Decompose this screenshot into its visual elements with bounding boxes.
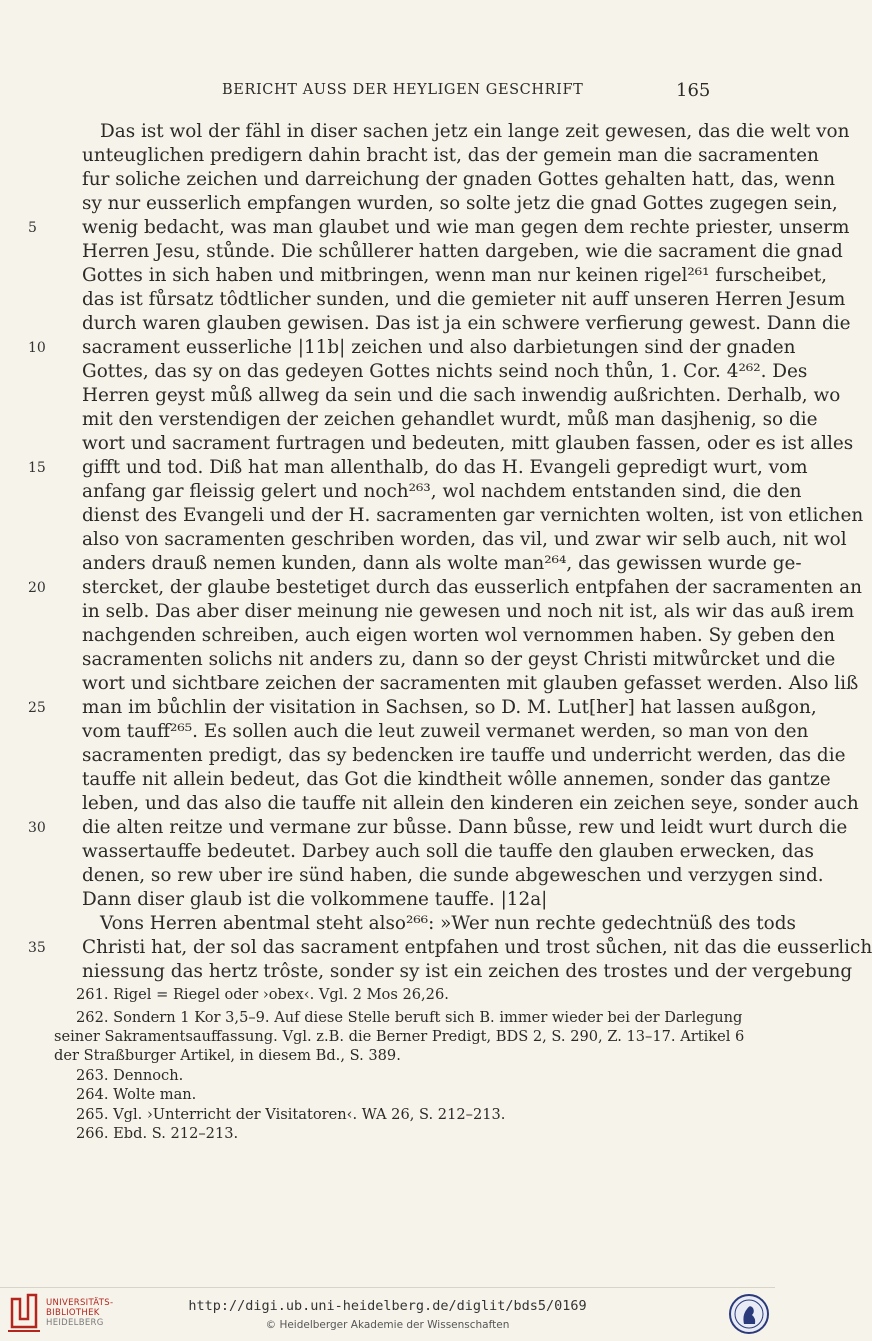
text-line: die alten reitze und vermane zur bůsse. Dann bůsse, rew und leidt wurt durch die (82, 817, 848, 838)
text-line: unteuglichen predigern dahin bracht ist, das der gemein man die sacramenten (82, 145, 819, 166)
library-name-line: UNIVERSITÄTS- (46, 1298, 114, 1308)
page-header (0, 82, 775, 106)
text-line: man im bůchlin der visitation in Sachsen, so D. M. Lut[her] hat lassen außgon, (82, 697, 817, 718)
text-line: tauffe nit allein bedeut, das Got die kindtheit wôlle annemen, sonder das gantze (82, 769, 831, 790)
text-line: Herren geyst můß allweg da sein und die sach inwendig außrichten. Derhalb, wo (82, 385, 841, 406)
line-number: 25 (28, 700, 46, 716)
footnote: 264. Wolte man. (76, 1086, 197, 1103)
page-footer (0, 1287, 775, 1341)
line-number: 20 (28, 580, 46, 596)
line-number: 5 (28, 220, 37, 236)
copyright-notice: © Heidelberger Akademie der Wissenschaften (265, 1319, 510, 1331)
text-line: wort und sichtbare zeichen der sacramenten mit glauben gefasset werden. Also liß (82, 673, 859, 694)
library-name-line: HEIDELBERG (46, 1318, 104, 1328)
text-line: sacramenten predigt, das sy bedencken ire tauffe und underricht werden, das die (82, 745, 846, 766)
text-line: also von sacramenten geschriben worden, das vil, und zwar wir selb auch, nit wol (82, 529, 847, 550)
footnote: seiner Sakramentsauffassung. Vgl. z.B. die Berner Predigt, BDS 2, S. 290, Z. 13–17. Artikel 6 (54, 1028, 745, 1045)
text-line: Gottes, das sy on das gedeyen Gottes nichts seind noch thůn, 1. Cor. 4²⁶². Des (82, 361, 808, 382)
text-line: sy nur eusserlich empfangen wurden, so solte jetz die gnad Gottes zugegen sein, (82, 193, 838, 214)
text-line: wenig bedacht, was man glaubet und wie man gegen dem rechte priester, unserm (82, 217, 850, 238)
text-line: wassertauffe bedeutet. Darbey auch soll die tauffe den glauben erwecken, das (82, 841, 814, 862)
footnote: 262. Sondern 1 Kor 3,5–9. Auf diese Stelle beruft sich B. immer wieder bei der Darlegung (76, 1009, 743, 1026)
footnote: 261. Rigel = Riegel oder ›obex‹. Vgl. 2 Mos 26,26. (76, 986, 449, 1003)
text-line: sacrament eusserliche |11b| zeichen und also darbietungen sind der gnaden (82, 337, 796, 358)
footnote: 263. Dennoch. (76, 1067, 184, 1084)
footnote: der Straßburger Artikel, in diesem Bd., S. 389. (54, 1047, 401, 1064)
text-line: mit den verstendigen der zeichen gehandlet wurdt, můß man dasjhenig, so die (82, 409, 818, 430)
text-line: in selb. Das aber diser meinung nie gewesen und noch nit ist, als wir das auß irem (82, 601, 855, 622)
academy-seal-icon (728, 1291, 770, 1337)
line-number: 15 (28, 460, 46, 476)
text-line: nachgenden schreiben, auch eigen worten wol vernommen haben. Sy geben den (82, 625, 835, 646)
text-line: gifft und tod. Diß hat man allenthalb, do das H. Evangeli gepredigt wurt, vom (82, 457, 808, 478)
text-line: sacramenten solichs nit anders zu, dann so der geyst Christi mitwůrcket und die (82, 649, 836, 670)
page-number: 165 (676, 80, 711, 101)
footnote: 266. Ebd. S. 212–213. (76, 1125, 239, 1142)
text-line: anders drauß nemen kunden, dann als wolte man²⁶⁴, das gewissen wurde ge- (82, 553, 802, 574)
text-line: dienst des Evangeli und der H. sacramenten gar vernichten wolten, ist von etlichen (82, 505, 864, 526)
text-line: stercket, der glaube bestetiget durch das eusserlich entpfahen der sacramenten an (82, 577, 862, 598)
source-url[interactable]: http://digi.ub.uni-heidelberg.de/diglit/bds5/0169 (188, 1298, 587, 1314)
text-line: Christi hat, der sol das sacrament entpfahen und trost sůchen, nit das die eusserlich (82, 937, 872, 958)
text-line: Das ist wol der fähl in diser sachen jetz ein lange zeit gewesen, das die welt von (100, 121, 850, 142)
running-title: BERICHT AUSS DER HEYLIGEN GESCHRIFT (222, 82, 584, 98)
text-line: Herren Jesu, stůnde. Die schůllerer hatten dargeben, wie die sacrament die gnad (82, 241, 843, 262)
text-line: das ist fůrsatz tôdtlicher sunden, und die gemieter nit auff unseren Herren Jesum (82, 289, 846, 310)
line-number: 30 (28, 820, 46, 836)
text-line: wort und sacrament furtragen und bedeuten, mitt glauben fassen, oder es ist alles (82, 433, 854, 454)
footnote: 265. Vgl. ›Unterricht der Visitatoren‹. WA 26, S. 212–213. (76, 1106, 506, 1123)
text-line: durch waren glauben gewisen. Das ist ja ein schwere verfierung gewest. Dann die (82, 313, 851, 334)
text-line: denen, so rew uber ire sünd haben, die sunde abgeweschen und verzygen sind. (82, 865, 824, 886)
line-number: 10 (28, 340, 46, 356)
text-line: Gottes in sich haben und mitbringen, wenn man nur keinen rigel²⁶¹ furscheibet, (82, 265, 828, 286)
text-line: niessung das hertz trôste, sonder sy ist ein zeichen des trostes und der vergebung (82, 961, 853, 982)
library-name-line: BIBLIOTHEK (46, 1308, 100, 1318)
text-line: Vons Herren abentmal steht also²⁶⁶: »Wer nun rechte gedechtnüß des tods (100, 913, 796, 934)
text-line: anfang gar fleissig gelert und noch²⁶³, wol nachdem entstanden sind, die den (82, 481, 802, 502)
text-line: leben, und das also die tauffe nit allein den kinderen ein zeichen seye, sonder auch (82, 793, 859, 814)
text-line: vom tauff²⁶⁵. Es sollen auch die leut zuweil vermanet werden, so man von den (82, 721, 809, 742)
text-line: fur soliche zeichen und darreichung der gnaden Gottes gehalten hatt, das, wenn (82, 169, 836, 190)
text-line: Dann diser glaub ist die volkommene tauffe. |12a| (82, 889, 548, 910)
line-number: 35 (28, 940, 46, 956)
